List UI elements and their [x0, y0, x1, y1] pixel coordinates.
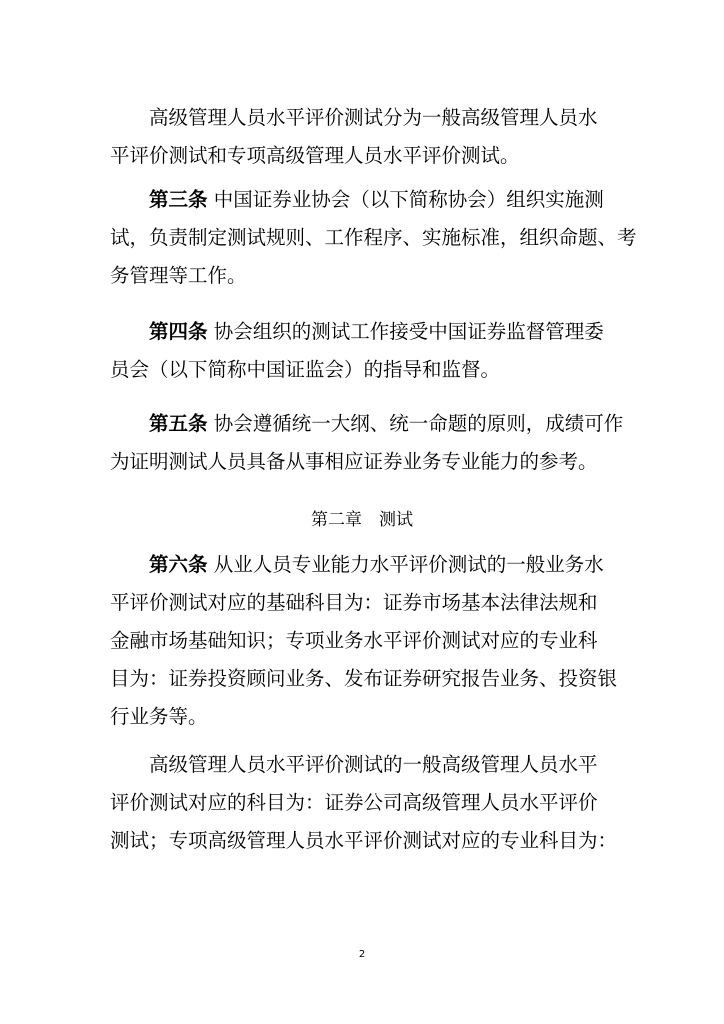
paragraph-line: 测试；专项高级管理人员水平评价测试对应的专业科目为：	[110, 829, 618, 852]
article-number: 第五条	[149, 412, 208, 435]
article-text: 协会遵循统一大纲、统一命题的原则，成绩可作	[207, 412, 624, 435]
paragraph-line: 为证明测试人员具备从事相应证券业务专业能力的参考。	[110, 450, 598, 473]
article-number: 第四条	[149, 320, 208, 343]
paragraph-line: 目为：证券投资顾问业务、发布证券研究报告业务、投资银	[110, 667, 618, 690]
page-number: 2	[358, 949, 366, 960]
paragraph-line: 高级管理人员水平评价测试的一般高级管理人员水平	[149, 753, 598, 776]
paragraph-line: 评价测试对应的科目为：证券公司高级管理人员水平评价	[110, 791, 598, 814]
paragraph-line: 行业务等。	[110, 705, 208, 728]
article-number: 第六条	[149, 553, 208, 576]
article-5	[110, 405, 625, 481]
article-text: 从业人员专业能力水平评价测试的一般业务水	[207, 553, 604, 576]
article-text: 协会组织的测试工作接受中国证券监督管理委	[207, 320, 604, 343]
article-3	[110, 181, 637, 295]
article-text: 中国证券业协会（以下简称协会）组织实施测	[207, 188, 604, 211]
paragraph-line: 务管理等工作。	[110, 264, 247, 287]
paragraph-line	[110, 546, 625, 584]
chapter-heading: 第二章 测试	[311, 510, 413, 530]
article-number: 第三条	[149, 188, 208, 211]
article-4	[110, 313, 625, 389]
paragraph-senior-management-test-subjects	[110, 746, 625, 860]
paragraph-line: 金融市场基础知识；专项业务水平评价测试对应的专业科	[110, 629, 598, 652]
paragraph-line	[110, 313, 625, 351]
paragraph-line: 员会（以下简称中国证监会）的指导和监督。	[110, 358, 501, 381]
paragraph-line: 平评价测试和专项高级管理人员水平评价测试。	[110, 144, 520, 167]
paragraph-line: 试，负责制定测试规则、工作程序、实施标准，组织命题、考	[110, 226, 637, 249]
article-6	[110, 546, 625, 736]
paragraph-line: 平评价测试对应的基础科目为：证券市场基本法律法规和	[110, 591, 598, 614]
paragraph-line: 高级管理人员水平评价测试分为一般高级管理人员水	[149, 106, 598, 129]
paragraph-line	[110, 405, 625, 443]
paragraph-line	[110, 181, 625, 219]
paragraph-senior-management-test-categories	[110, 99, 625, 175]
